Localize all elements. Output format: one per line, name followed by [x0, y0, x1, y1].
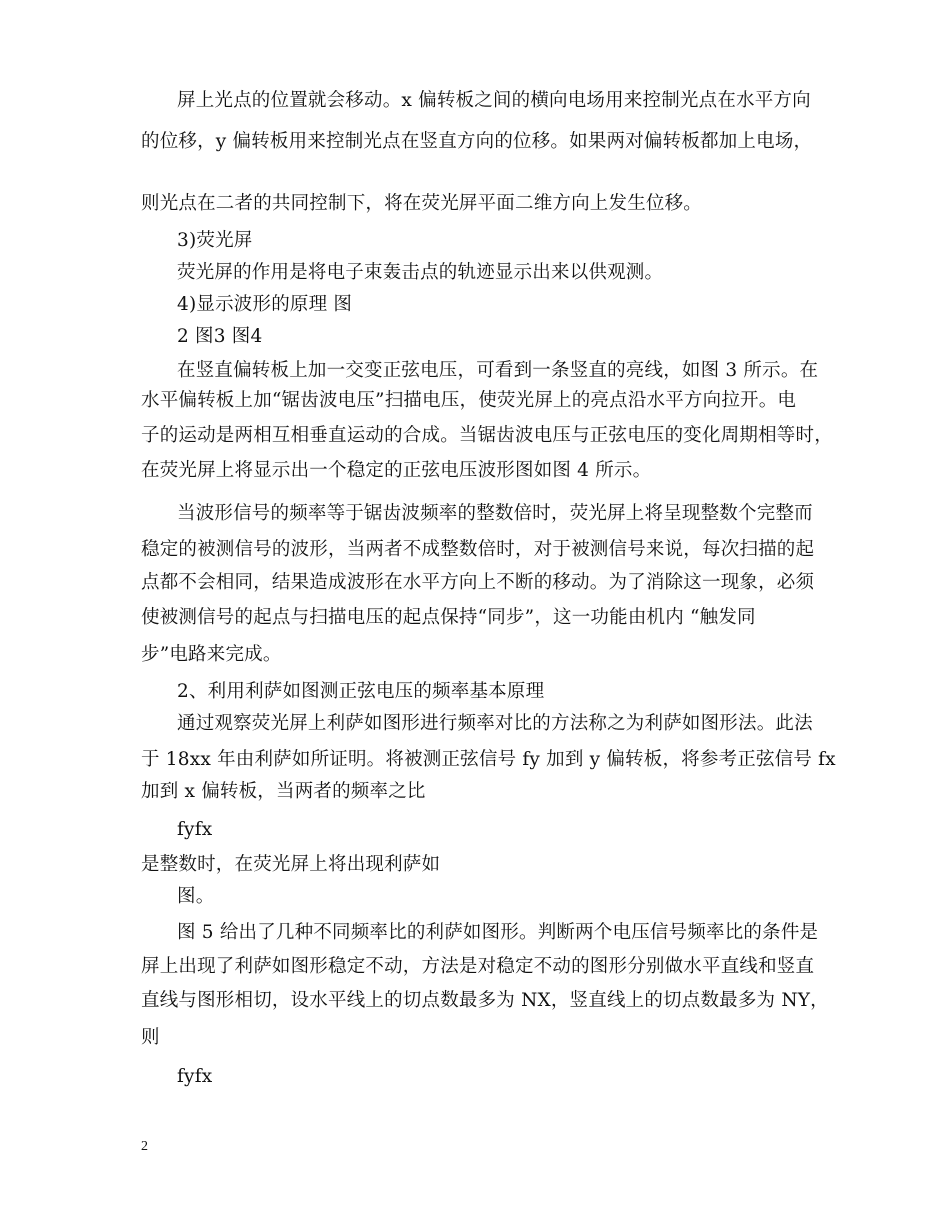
- text-line: 在荧光屏上将显示出一个稳定的正弦电压波形图如图 4 所示。: [141, 460, 652, 481]
- section-heading: 3)荧光屏: [177, 230, 253, 251]
- text-line: 则: [141, 1027, 160, 1048]
- text-line: 水平偏转板上加“锯齿波电压”扫描电压，使荧光屏上的亮点沿水平方向拉开。电: [141, 390, 797, 411]
- text-line: 屏上出现了利萨如图形稳定不动，方法是对稳定不动的图形分别做水平直线和竖直: [141, 956, 815, 977]
- text-line: 屏上光点的位置就会移动。x 偏转板之间的横向电场用来控制光点在水平方向: [177, 90, 811, 111]
- text-line: 加到 x 偏转板，当两者的频率之比: [141, 781, 426, 802]
- section-heading: 4)显示波形的原理 图: [177, 294, 353, 315]
- text-line: 图。: [177, 886, 215, 907]
- text-line: 于 18xx 年由利萨如所证明。将被测正弦信号 fy 加到 y 偏转板，将参考正弦信号 fx: [141, 749, 836, 770]
- text-line: 子的运动是两相互相垂直运动的合成。当锯齿波电压与正弦电压的变化周期相等时，: [141, 425, 833, 446]
- text-line: 当波形信号的频率等于锯齿波频率的整数倍时，荧光屏上将呈现整数个完整而: [177, 503, 813, 524]
- text-line: 通过观察荧光屏上利萨如图形进行频率对比的方法称之为利萨如图形法。此法: [177, 713, 813, 734]
- text-line: 在竖直偏转板上加一交变正弦电压，可看到一条竖直的亮线，如图 3 所示。在: [177, 360, 819, 381]
- text-line: 是整数时，在荧光屏上将出现利萨如: [141, 854, 441, 875]
- text-line: 的位移，y 偏转板用来控制光点在竖直方向的位移。如果两对偏转板都加上电场，: [141, 131, 813, 152]
- formula-text: fyfx: [177, 819, 213, 840]
- page-number: 2: [141, 1139, 148, 1154]
- section-heading: 2、利用利萨如图测正弦电压的频率基本原理: [177, 681, 545, 702]
- text-line: 荧光屏的作用是将电子束轰击点的轨迹显示出来以供观测。: [177, 262, 664, 283]
- figure-labels: 2 图3 图4: [177, 326, 263, 347]
- text-line: 步”电路来完成。: [141, 644, 282, 665]
- text-line: 图 5 给出了几种不同频率比的利萨如图形。判断两个电压信号频率比的条件是: [177, 922, 819, 943]
- text-line: 点都不会相同，结果造成波形在水平方向上不断的移动。为了消除这一现象，必须: [141, 572, 815, 593]
- formula-text: fyfx: [177, 1066, 213, 1087]
- text-line: 直线与图形相切，设水平线上的切点数最多为 NX，竖直线上的切点数最多为 NY，: [141, 990, 829, 1011]
- text-line: 稳定的被测信号的波形，当两者不成整数倍时，对于被测信号来说，每次扫描的起: [141, 539, 815, 560]
- text-line: 则光点在二者的共同控制下，将在荧光屏平面二维方向上发生位移。: [141, 193, 703, 214]
- text-line: 使被测信号的起点与扫描电压的起点保持“同步”，这一功能由机内 “触发同: [141, 607, 756, 628]
